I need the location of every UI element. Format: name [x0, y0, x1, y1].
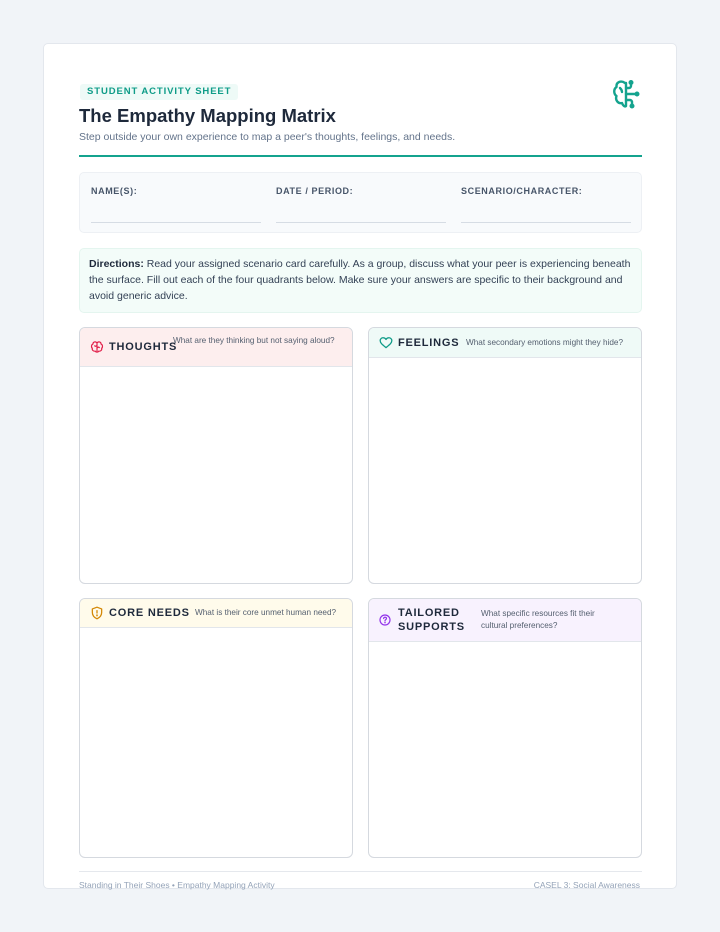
scenario-label: SCENARIO/CHARACTER: — [461, 186, 583, 196]
tailored-supports-title: TAILORED SUPPORTS — [398, 607, 465, 633]
footer-standard: CASEL 3: Social Awareness — [533, 880, 640, 890]
brain-icon — [613, 79, 641, 109]
directions-text: Read your assigned scenario card carefully. As a group, discuss what your peer is experiencing beneath the surface. Fill out each of the four quadrants below. Make sure your answers are specific to their background and avoid generic advice. — [89, 258, 631, 302]
date-period-write-line[interactable] — [276, 222, 446, 223]
brain-icon — [90, 340, 104, 354]
scenario-field[interactable] — [461, 186, 631, 196]
footer-activity-name: Standing in Their Shoes • Empathy Mapping Activity — [79, 880, 275, 890]
page-title: The Empathy Mapping Matrix — [79, 105, 336, 126]
thoughts-prompt: What are they thinking but not saying aloud? — [173, 336, 335, 345]
thoughts-title: THOUGHTS — [109, 341, 178, 353]
student-info-box — [79, 172, 642, 233]
feelings-title: FEELINGS — [398, 337, 460, 349]
page-subtitle: Step outside your own experience to map a peer's thoughts, feelings, and needs. — [79, 131, 456, 143]
names-write-line[interactable] — [91, 222, 261, 223]
feelings-prompt: What secondary emotions might they hide? — [466, 338, 624, 347]
tailored-supports-header — [369, 599, 641, 642]
footer-divider — [79, 871, 642, 872]
feelings-quadrant[interactable] — [368, 327, 642, 584]
names-label: NAME(S): — [91, 186, 138, 196]
tailored-supports-quadrant[interactable] — [368, 598, 642, 858]
feelings-header — [369, 328, 641, 358]
scenario-write-line[interactable] — [461, 222, 631, 223]
core-needs-title: CORE NEEDS — [109, 607, 190, 619]
core-needs-quadrant[interactable] — [79, 598, 353, 858]
help-circle-icon — [379, 614, 391, 626]
directions-label: Directions: — [89, 258, 144, 270]
core-needs-header — [80, 599, 352, 628]
shield-icon — [90, 606, 104, 620]
header-divider — [79, 155, 642, 157]
names-field[interactable] — [91, 186, 261, 196]
directions-box — [79, 248, 642, 313]
date-period-field[interactable] — [276, 186, 446, 196]
date-period-label: DATE / PERIOD: — [276, 186, 354, 196]
sheet-type-badge: STUDENT ACTIVITY SHEET — [80, 84, 238, 100]
thoughts-header — [80, 328, 352, 367]
tailored-supports-prompt: What specific resources fit their cultural preferences? — [481, 609, 595, 630]
heart-icon — [379, 336, 393, 350]
thoughts-quadrant[interactable] — [79, 327, 353, 584]
core-needs-prompt: What is their core unmet human need? — [195, 608, 337, 617]
activity-sheet — [43, 43, 677, 889]
